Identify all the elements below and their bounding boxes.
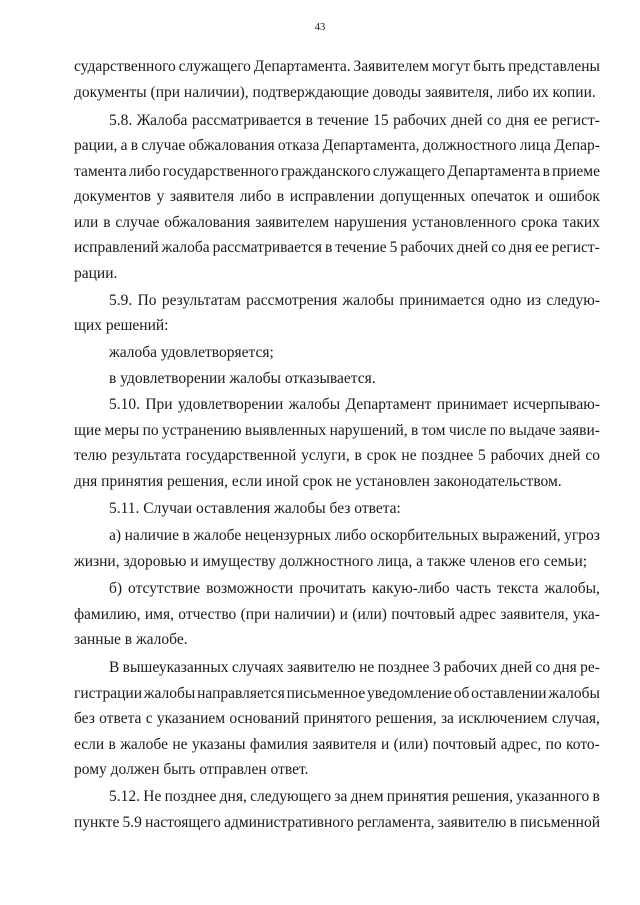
page-number: 43 [314, 22, 326, 33]
text-line: документов у заявителя либо в исправлении допущенных опечаток и ошибок [74, 188, 600, 205]
text-line: тамента либо государственного гражданского служащего Департамента в приеме [74, 163, 600, 180]
text-line: 5.12. Не позднее дня, следующего за днем принятия решения, указанного в [109, 788, 600, 805]
text-line: сударственного служащего Департамента. Заявителем могут быть представлены [74, 58, 600, 75]
text-line: 5.9. По результатам рассмотрения жалобы принимается одно из следую- [109, 292, 600, 309]
text-line: жалоба удовлетворяется; [109, 344, 274, 361]
text-line: гистрации жалобы направляется письменное уведомление об оставлении жалобы [74, 685, 600, 702]
text-line: исправлений жалоба рассматривается в течение 5 рабочих дней со дня ее регист- [74, 239, 600, 256]
text-line: или в случае обжалования заявителем нарушения установленного срока таких [74, 214, 600, 231]
text-line: рации, а в случае обжалования отказа Департамента, должностного лица Депар- [74, 137, 600, 154]
text-line: рому должен быть отправлен ответ. [74, 761, 309, 778]
text-line: фамилию, имя, отчество (при наличии) и (или) почтовый адрес заявителя, ука- [74, 606, 600, 623]
text-line: телю результата государственной услуги, в срок не позднее 5 рабочих дней со [74, 447, 600, 464]
text-line: В вышеуказанных случаях заявителю не позднее 3 рабочих дней со дня ре- [109, 659, 600, 676]
text-line: рации. [74, 265, 118, 282]
text-line: документы (при наличии), подтверждающие доводы заявителя, либо их копии. [74, 84, 596, 101]
text-line: щие меры по устранению выявленных нарушений, в том числе по выдаче заяви- [74, 422, 600, 439]
text-line: если в жалобе не указаны фамилия заявителя и (или) почтовый адрес, по кото- [74, 736, 600, 753]
text-line: 5.8. Жалоба рассматривается в течение 15 рабочих дней со дня ее регист- [109, 112, 600, 129]
text-line: в удовлетворении жалобы отказывается. [109, 370, 376, 387]
text-line: пункте 5.9 настоящего административного регламента, заявителю в письменной [74, 814, 600, 831]
text-line: жизни, здоровью и имуществу должностного лица, а также членов его семьи; [74, 553, 588, 570]
text-line: дня принятия решения, если иной срок не установлен законодательством. [74, 473, 562, 490]
text-line: без ответа с указанием оснований принятого решения, за исключением случая, [74, 710, 600, 727]
text-line: занные в жалобе. [74, 631, 188, 648]
text-line: а) наличие в жалобе нецензурных либо оскорбительных выражений, угроз [109, 527, 600, 544]
text-line: 5.11. Случаи оставления жалобы без ответа: [109, 500, 401, 517]
text-line: 5.10. При удовлетворении жалобы Департамент принимает исчерпываю- [109, 396, 600, 413]
text-line: щих решений: [74, 317, 169, 334]
text-line: б) отсутствие возможности прочитать какую-либо часть текста жалобы, [109, 580, 600, 597]
